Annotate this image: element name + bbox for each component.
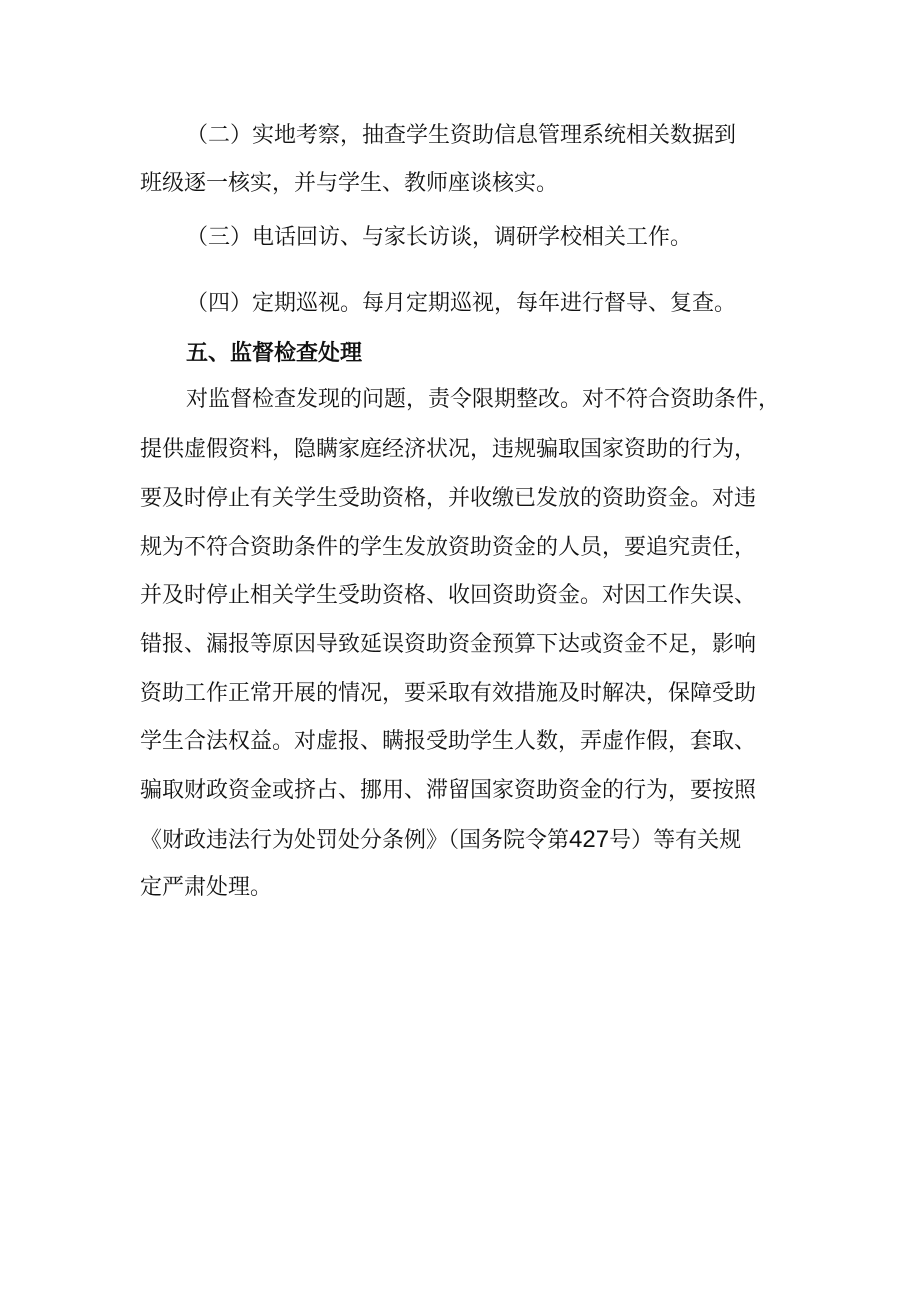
- section-heading: 五、监督检查处理: [186, 341, 363, 366]
- paragraph-line-1: 对监督检查发现的问题，责令限期整改。对不符合资助条件，: [186, 387, 781, 412]
- paragraph-line-3: 要及时停止有关学生受助资格，并收缴已发放的资助资金。对违: [140, 486, 757, 511]
- item-2-line-1: （二）实地考察，抽查学生资助信息管理系统相关数据到: [186, 123, 737, 148]
- paragraph-line-9: 骗取财政资金或挤占、挪用、滞留国家资助资金的行为，要按照: [140, 778, 757, 803]
- paragraph-line-7: 资助工作正常开展的情况，要采取有效措施及时解决，保障受助: [140, 681, 757, 706]
- paragraph-line-8: 学生合法权益。对虚报、瞒报受助学生人数，弄虚作假，套取、: [140, 729, 757, 754]
- paragraph-line-10: [140, 822, 800, 858]
- paragraph-line-5: 并及时停止相关学生受助资格、收回资助资金。对因工作失误、: [140, 583, 757, 608]
- decree-number: 427: [569, 826, 610, 853]
- paragraph-line-2: 提供虚假资料，隐瞒家庭经济状况，违规骗取国家资助的行为，: [140, 437, 757, 462]
- paragraph-line-11: 定严肃处理。: [140, 875, 273, 900]
- paragraph-line-6: 错报、漏报等原因导致延误资助资金预算下达或资金不足，影响: [140, 632, 757, 657]
- paragraph-line-4: 规为不符合资助条件的学生发放资助资金的人员，要追究责任，: [140, 535, 757, 560]
- item-2-line-2: 班级逐一核实，并与学生、教师座谈核实。: [140, 171, 559, 196]
- item-3-line: （三）电话回访、与家长访谈，调研学校相关工作。: [186, 225, 693, 250]
- item-4-line: （四）定期巡视。每月定期巡视，每年进行督导、复查。: [186, 291, 737, 316]
- paragraph-line-10-tail: 号）等有关规: [609, 828, 742, 853]
- regulation-title: 《财政违法行为处罚处分条例》（国务院令第: [140, 828, 570, 853]
